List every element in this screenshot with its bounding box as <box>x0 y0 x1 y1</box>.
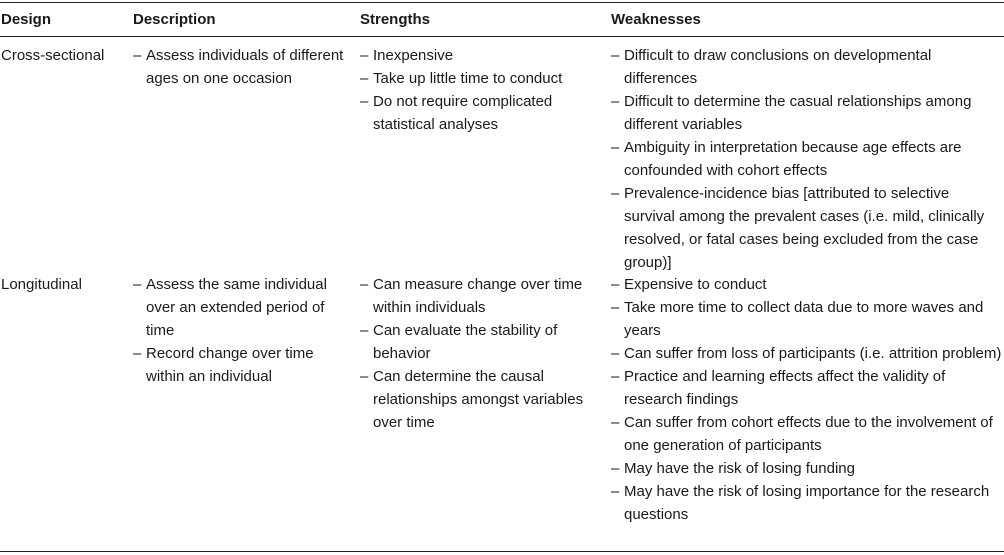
table-top-rule <box>0 2 1004 3</box>
list-item: – Record change over time within an individual <box>133 342 353 388</box>
list-item: – Do not require complicated statistical analyses <box>360 90 605 136</box>
header-rule <box>0 36 1004 37</box>
row-longitudinal-weaknesses <box>611 273 1004 526</box>
list-item: – May have the risk of losing funding <box>611 457 1004 480</box>
header-strengths: Strengths <box>360 11 431 28</box>
list-item: – May have the risk of losing importance for the research questions <box>611 480 1004 526</box>
list-item: – Assess the same individual over an extended period of time <box>133 273 353 342</box>
list-item: – Difficult to determine the casual relationships among different variables <box>611 90 1004 136</box>
row-longitudinal-design: Longitudinal <box>1 276 82 293</box>
row-cross-sectional-description <box>133 44 353 90</box>
list-item: – Can suffer from cohort effects due to the involvement of one generation of participants <box>611 411 1004 457</box>
list-item: – Ambiguity in interpretation because age effects are confounded with cohort effects <box>611 136 1004 182</box>
list-item: – Can measure change over time within individuals <box>360 273 605 319</box>
list-item: – Practice and learning effects affect the validity of research findings <box>611 365 1004 411</box>
list-item: – Assess individuals of different ages on one occasion <box>133 44 353 90</box>
row-longitudinal-strengths <box>360 273 605 434</box>
header-weaknesses: Weaknesses <box>611 11 701 28</box>
list-item: – Inexpensive <box>360 44 605 67</box>
list-item: – Can determine the causal relationships amongst variables over time <box>360 365 605 434</box>
row-cross-sectional-design: Cross-sectional <box>1 47 105 64</box>
list-item: – Can evaluate the stability of behavior <box>360 319 605 365</box>
list-item: – Expensive to conduct <box>611 273 1004 296</box>
header-design: Design <box>1 11 52 28</box>
row-cross-sectional-weaknesses <box>611 44 1004 274</box>
table-bottom-rule <box>0 551 1004 552</box>
list-item: – Take up little time to conduct <box>360 67 605 90</box>
row-longitudinal-description <box>133 273 353 388</box>
list-item: – Can suffer from loss of participants (i.e. attrition problem) <box>611 342 1004 365</box>
list-item: – Take more time to collect data due to more waves and years <box>611 296 1004 342</box>
row-cross-sectional-strengths <box>360 44 605 136</box>
list-item: – Prevalence-incidence bias [attributed to selective survival among the prevalent cases (i.e. mild, clinically resolved, or fatal cases being excluded from the case group)] <box>611 182 1004 274</box>
list-item: – Difficult to draw conclusions on developmental differences <box>611 44 1004 90</box>
header-description: Description <box>133 11 216 28</box>
